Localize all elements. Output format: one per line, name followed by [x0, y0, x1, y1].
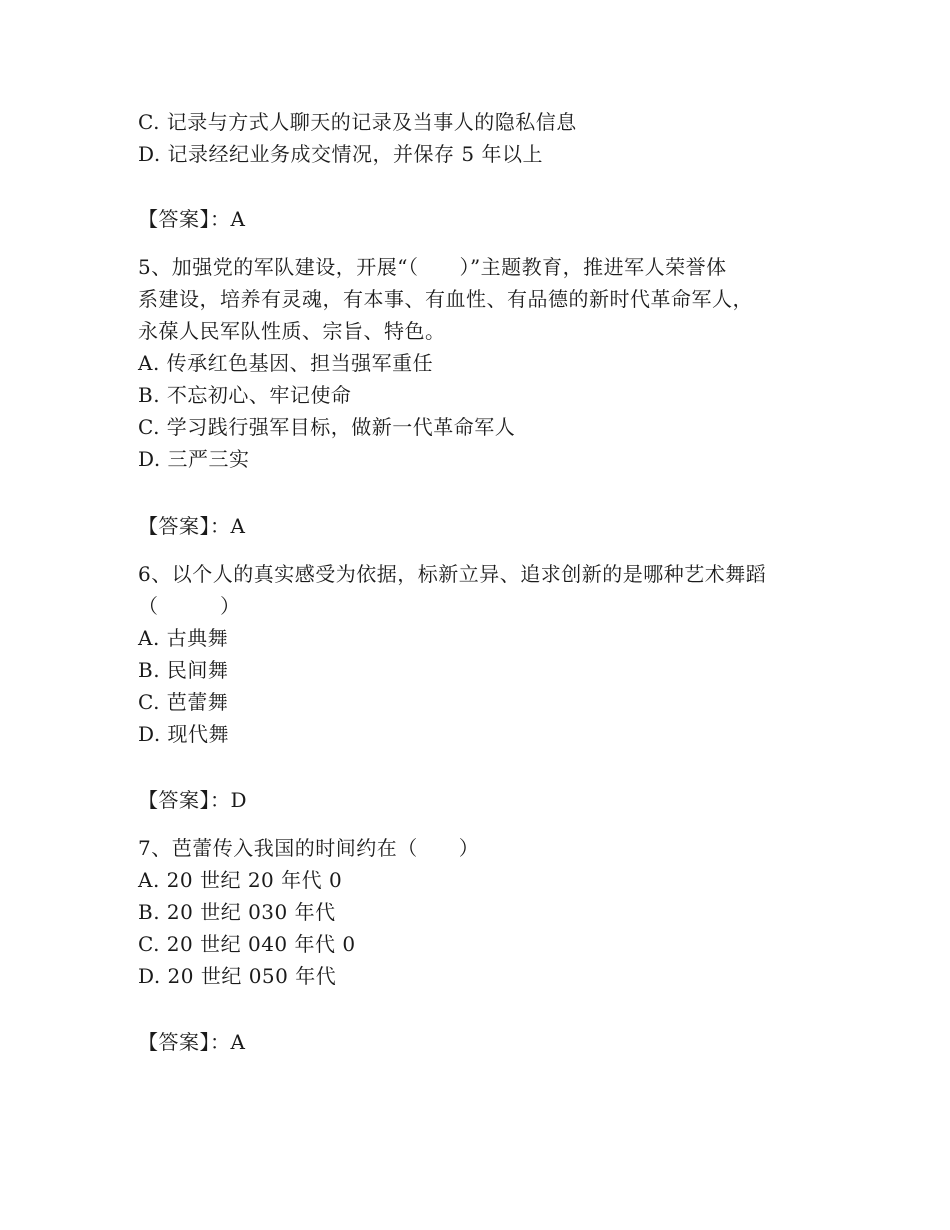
q6-option-d: D. 现代舞 — [138, 722, 230, 746]
q7-option-c: C. 20 世纪 040 年代 0 — [138, 932, 356, 956]
q6-option-b: B. 民间舞 — [138, 658, 229, 682]
q5-option-c: C. 学习践行强军目标，做新一代革命军人 — [138, 415, 516, 439]
q7-option-d: D. 20 世纪 050 年代 — [138, 964, 337, 988]
q5-stem-line-2: 系建设，培养有灵魂，有本事、有血性、有品德的新时代革命军人， — [138, 287, 753, 311]
q6-option-a: A. 古典舞 — [138, 626, 229, 650]
q6-stem-line-2: （ ） — [138, 594, 241, 618]
q5-stem-line-1: 5、加强党的军队建设，开展“（ ）”主题教育，推进军人荣誉体 — [138, 255, 727, 279]
q4-option-d: D. 记录经纪业务成交情况，并保存 5 年以上 — [138, 142, 543, 166]
q5-option-a: A. 传承红色基因、担当强军重任 — [138, 351, 434, 375]
q6-stem-line-1: 6、以个人的真实感受为依据，标新立异、追求创新的是哪种艺术舞蹈 — [138, 562, 767, 586]
q6-answer: 【答案】：D — [138, 788, 248, 812]
q5-answer: 【答案】：A — [138, 514, 246, 538]
q7-option-a: A. 20 世纪 20 年代 0 — [138, 868, 343, 892]
q4-answer: 【答案】：A — [138, 207, 246, 231]
q6-option-c: C. 芭蕾舞 — [138, 690, 229, 714]
q7-answer: 【答案】：A — [138, 1030, 246, 1054]
q5-stem-line-3: 永葆人民军队性质、宗旨、特色。 — [138, 319, 446, 343]
q7-stem-line-1: 7、芭蕾传入我国的时间约在（ ） — [138, 836, 480, 860]
q4-option-c: C. 记录与方式人聊天的记录及当事人的隐私信息 — [138, 110, 577, 134]
q5-option-b: B. 不忘初心、牢记使命 — [138, 383, 352, 407]
q7-option-b: B. 20 世纪 030 年代 — [138, 900, 336, 924]
q5-option-d: D. 三严三实 — [138, 447, 250, 471]
